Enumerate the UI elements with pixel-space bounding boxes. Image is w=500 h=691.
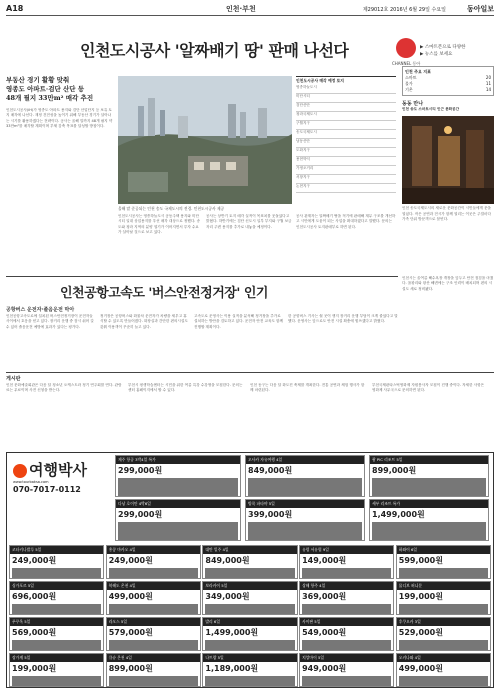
right-sidebar [402, 66, 494, 266]
ad-item-price: 369,000원 [302, 592, 347, 601]
ad-item-photo [109, 568, 198, 578]
table-row: 서창지구 [296, 175, 396, 184]
brand-logo-icon [13, 464, 27, 478]
table-row: 구월지구 [296, 121, 396, 130]
ad-item [396, 617, 491, 651]
ad-item [396, 545, 491, 579]
ad-item-price: 696,000원 [12, 592, 57, 601]
ad-item-photo [302, 640, 391, 650]
ad-item [202, 581, 297, 615]
ad-item-title: 몰디브 허니문 [397, 582, 490, 590]
ad-item [369, 455, 489, 497]
table-row: 남동산단 [296, 139, 396, 148]
channel-label: CHANNEL 동아 [392, 61, 421, 66]
ad-item-photo [12, 676, 101, 686]
ad-item-price: 1,499,000원 [372, 510, 425, 519]
ad-item-photo [205, 676, 294, 686]
ad-item-price: 199,000원 [398, 592, 443, 601]
ad-item [202, 653, 297, 687]
stat-row: 물가 11 [405, 81, 491, 86]
ad-item-photo [12, 640, 101, 650]
section-name: 인천·부천 [226, 5, 256, 13]
ad-item-price: 529,000원 [398, 628, 443, 637]
ad-item-title: 큐슈 온천 4일 [107, 654, 200, 662]
ad-item [9, 617, 104, 651]
sidebar-body: 인천 송도국제도시의 새로운 문화공간이 시민들에게 문을 열었다. 작은 공연과 전시가 함께 열리는 이곳은 주말마다 가족 단위 방문객으로 붐빈다. [402, 206, 492, 222]
table-row: 논현지구 [296, 184, 396, 193]
ad-item-title: 코타키나발루 5일 [10, 546, 103, 554]
ad-item-photo [372, 522, 486, 540]
ad-item-price: 899,000원 [108, 664, 153, 673]
ad-item-price: 849,000원 [248, 466, 293, 475]
ad-item-price: 849,000원 [205, 556, 250, 565]
ad-item [369, 499, 489, 541]
ad-item-photo [109, 676, 198, 686]
ad-item-title: 세부 리조트 특가 [370, 500, 488, 508]
ad-item-title: 장가계 5일 [10, 654, 103, 662]
channel-logo-icon [392, 38, 421, 66]
ad-item-title: 보라카이 5일 [203, 582, 296, 590]
section-divider [6, 276, 398, 277]
ad-item [106, 581, 201, 615]
ad-item-title: 홍콩 마카오 4일 [107, 546, 200, 554]
ad-item-price: 949,000원 [302, 664, 347, 673]
ad-item [106, 617, 201, 651]
ad-item-price: 1,189,000원 [205, 664, 259, 673]
ad-item-photo [302, 568, 391, 578]
ad-item-price: 149,000원 [302, 556, 347, 565]
ad-item-price: 569,000원 [12, 628, 57, 637]
side-note: ▶ 스마트폰으로 다양한 [420, 45, 466, 50]
story2-column: 정거장은 공항버스와 화물차 운전자가 차량을 세우고 휴식할 수 있도록 만들어졌다. 화장실과 간단한 편의시설도 갖춰 이용객이 꾸준히 늘고 있다. [100, 314, 188, 329]
ad-item [106, 653, 201, 687]
page-number: A18 [6, 4, 24, 13]
ad-item-price: 549,000원 [302, 628, 347, 637]
second-headline: 인천공항고속도 '버스안전정거장' 인기 [60, 286, 268, 301]
table-row: 미단시티 [296, 94, 396, 103]
lead-body: 인천도시공사(iH)가 영종도 아파트 용지와 검단 산업단지 등 보유 토지 매각에 나선다. 재정 건전성을 높이기 위해 부동산 경기가 살아나는 시기를 활용하겠다는 전략이다. 공사는 올해 말까지 48개 필지 약 33만m²를 매각할 계획이며 부채 감축 목표를 달성할 방침이다. [6, 108, 113, 129]
sidebar-photo [402, 116, 494, 204]
table-title: 인천도시공사 매각 예정 토지 [296, 78, 344, 83]
ad-item-photo [248, 478, 362, 496]
lead-subhead: 영종도 아파트·검단 산단 등 [6, 85, 85, 93]
ad-item-title: 유럽 서유럽 9일 [300, 546, 393, 554]
lead-subhead: 48개 필지 33만m² 매각 추진 [6, 94, 94, 102]
table-row: 용현학익 [296, 157, 396, 166]
photo-caption: 올해 말 준공되는 인천 송도 국제도시의 전경. 인천도시공사 제공 [118, 206, 225, 211]
table-row: 가정오거리 [296, 166, 396, 175]
ad-item-title: 라오스 5일 [107, 618, 200, 626]
second-subhead: 공항버스 운전자·졸음운전 막아 [6, 307, 75, 313]
ad-item-price: 249,000원 [12, 556, 57, 565]
ad-brand: 여행박사 [29, 461, 87, 479]
main-headline: 인천도시공사 '알짜배기 땅' 판매 나선다 [80, 41, 349, 60]
ad-item-photo [399, 676, 488, 686]
page-header [6, 4, 494, 16]
stats-title: 인천 주요 지표 [405, 69, 431, 74]
ad-item-photo [399, 640, 488, 650]
article-photo [118, 76, 292, 204]
ad-item-photo [118, 478, 238, 496]
board-item: 인천 동구는 다음 달 화도진 축제를 개최한다. 전통 공연과 체험 행사가 함께 마련된다. [250, 383, 365, 393]
ad-item-photo [302, 604, 391, 614]
story2-column: 한 공항버스 기사는 쉴 곳이 생겨 장거리 운행 부담이 크게 줄었다고 말했다. 운영사는 앞으로도 안전 시설 확충에 힘쓰겠다고 밝혔다. [288, 314, 398, 324]
ad-item-price: 349,000원 [205, 592, 250, 601]
ad-item-price: 399,000원 [248, 510, 293, 519]
ad-item-photo [205, 640, 294, 650]
ad-item-price: 899,000원 [372, 466, 417, 475]
ad-item [245, 455, 365, 497]
table-row: 송도국제도시 [296, 130, 396, 139]
ad-item [106, 545, 201, 579]
body-column: 공사는 상반기 토지 매각 실적이 목표치를 웃돌았다고 밝혔다. 하반기에는 검단 신도시 일부 부지와 구월 보금자리 주변 용지를 추가로 내놓을 예정이다. [206, 214, 292, 229]
ad-item-title: 나트랑 5일 [203, 654, 296, 662]
headline-side-notes [420, 44, 465, 58]
ad-item-price: 199,000원 [12, 664, 57, 673]
travel-ad [6, 452, 494, 688]
ad-item-price: 249,000원 [108, 556, 153, 565]
ad-item-price: 1,499,000원 [205, 628, 259, 637]
side-note: ▶ 뉴스를 보세요 [420, 52, 453, 57]
board-item: 인천 문화예술회관은 다음 달 청소년 오케스트라 정기 연주회를 연다. 관람료는 무료이며 사전 신청을 받는다. [6, 383, 122, 393]
ad-item-title: 사이판 5일 [300, 618, 393, 626]
ad-logo [13, 459, 109, 483]
ad-item-price: 299,000원 [118, 466, 163, 475]
ad-item-photo [12, 568, 101, 578]
board-label: 게시판 [6, 376, 21, 382]
ad-item-photo [302, 676, 391, 686]
right-column: 인천시는 올여름 해수욕장 개장을 앞두고 안전 점검을 마쳤다. 을왕리와 왕산 해변에는 구조 인력이 배치되며 편의 시설도 새로 정비됐다. [402, 276, 494, 291]
story2-column: 고속도로 운영사는 이용 실적을 분석해 정거장을 추가로 설치하는 방안을 검토하고 있다. 운전자 안전 교육도 함께 진행할 계획이다. [194, 314, 283, 329]
ad-item-photo [205, 604, 294, 614]
table-row: 검단산단 [296, 103, 396, 112]
ad-item [299, 545, 394, 579]
ad-item [202, 617, 297, 651]
sidebar-heading: 동동 만나 [402, 101, 424, 107]
body-column: 인천도시공사는 영종하늘도시 공동주택 용지와 미단시티 일대 상업용지를 우선 매각 대상으로 정했다. 송도와 청라 지역의 분양 열기가 이어지면서 투자 수요가 살아날 것으로 보고 있다. [118, 214, 201, 235]
ad-item-price: 579,000원 [108, 628, 153, 637]
ad-item [9, 545, 104, 579]
ad-item [396, 653, 491, 687]
ad-item-title: 대만 일주 4일 [203, 546, 296, 554]
sidebar-subheading: 인천 송도 스마트시티 인근 문화공간 [402, 107, 460, 111]
newspaper-brand: 동아일보 [466, 5, 494, 13]
ad-item [9, 653, 104, 687]
ad-item-title: 제주 항공 3박4일 특가 [116, 456, 240, 464]
ad-item-price: 499,000원 [398, 664, 443, 673]
ad-item-photo [109, 604, 198, 614]
ad-item-title: 상해 항주 4일 [300, 582, 393, 590]
ad-item [299, 581, 394, 615]
stats-box [402, 66, 494, 96]
ad-item-photo [399, 568, 488, 578]
ad-item-title: 후쿠오카 3일 [397, 618, 490, 626]
story2-column: 인천공항고속도로에 설치된 버스안전정거장이 운전자들 사이에서 호응을 얻고 있다. 장거리 운행 중 잠시 쉬어 갈 수 있어 졸음운전 예방에 효과가 있다는 평가다. [6, 314, 94, 329]
ad-phone: 070-7017-0112 [13, 485, 81, 494]
city-skyline-photo [118, 76, 292, 204]
ad-item-photo [109, 640, 198, 650]
board-item: 부천국제판타스틱영화제 자원봉사자 모집이 진행 중이다. 자세한 사항은 영화제 사무국으로 문의하면 된다. [372, 383, 485, 393]
notice-board [6, 372, 494, 448]
ad-item-photo [12, 604, 101, 614]
ad-item-title: 싱가포르 5일 [10, 582, 103, 590]
ad-item [396, 581, 491, 615]
ad-item [202, 545, 297, 579]
ad-brand-url: www.tourbaksa.com [13, 480, 49, 484]
ad-item [299, 617, 394, 651]
land-sale-table [296, 76, 396, 206]
ad-item-photo [372, 478, 486, 496]
ad-item-title: 치앙마이 5일 [300, 654, 393, 662]
board-item: 부천시 평생학습센터는 시민을 위한 여름 특강 수강생을 모집한다. 문의는 센터 홈페이지에서 할 수 있다. [128, 383, 243, 393]
ad-item-title: 북해도 온천 4일 [107, 582, 200, 590]
ad-item [115, 499, 241, 541]
ad-item-title: 괌 PIC 리조트 5일 [370, 456, 488, 464]
table-row: 도화지구 [296, 148, 396, 157]
ad-item-price: 599,000원 [398, 556, 443, 565]
ad-item-price: 299,000원 [118, 510, 163, 519]
ad-item-photo [248, 522, 362, 540]
ad-item-photo [118, 522, 238, 540]
table-row: 영종하늘도시 [296, 85, 396, 94]
ad-item-photo [205, 568, 294, 578]
lead-subhead: 부동산 경기 활황 맞춰 [6, 76, 70, 84]
ad-item-title: 오사카 자유여행 4일 [246, 456, 364, 464]
issue-date: 제29012호 2016년 6월 29일 수요일 [362, 7, 446, 13]
ad-item-title: 하와이 6일 [397, 546, 490, 554]
stat-row: 기온 14 [405, 87, 491, 92]
ad-item-price: 499,000원 [108, 592, 153, 601]
interior-photo [402, 116, 494, 204]
ad-item [299, 653, 394, 687]
ad-item-title: 방콕 파타야 5일 [246, 500, 364, 508]
ad-item [9, 581, 104, 615]
body-column: 공사 관계자는 알짜배기 땅을 적기에 판매해 재무 구조를 개선하고 시민에게 도움이 되는 사업을 확대하겠다고 말했다. 문의는 인천도시공사 토지판매부로 하면 된다. [296, 214, 396, 229]
stat-row: 스마트 20 [405, 75, 491, 80]
ad-item-title: 발리 6일 [203, 618, 296, 626]
ad-item-title: 푸꾸옥 5일 [10, 618, 103, 626]
table-row: 청라국제도시 [296, 112, 396, 121]
ad-item [115, 455, 241, 497]
ad-item-photo [399, 604, 488, 614]
lead-subheads [6, 76, 116, 103]
ad-item [245, 499, 365, 541]
ad-item-title: 다낭 호이안 4박6일 [116, 500, 240, 508]
ad-item-title: 오키나와 4일 [397, 654, 490, 662]
